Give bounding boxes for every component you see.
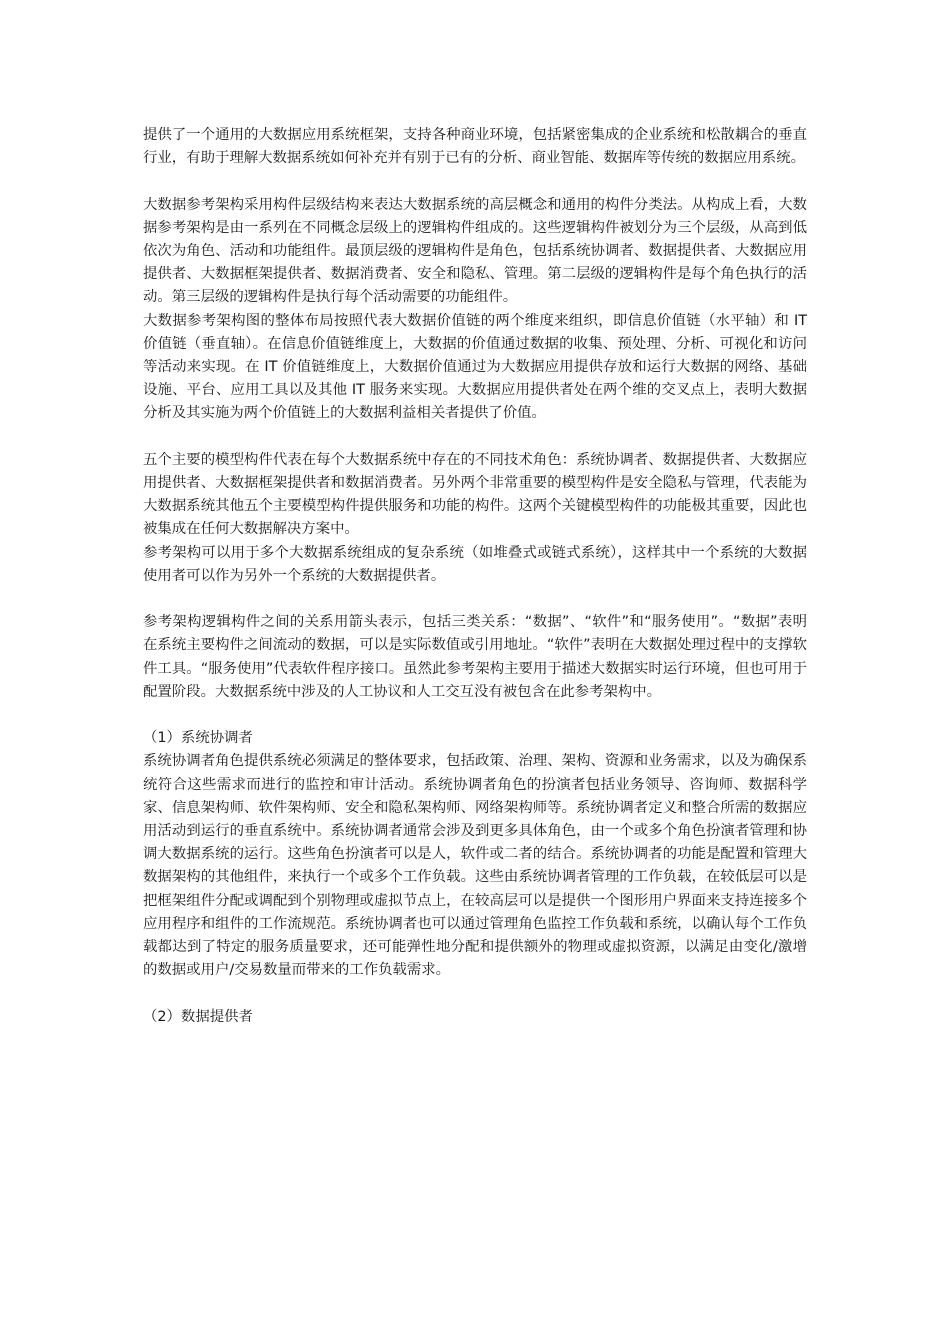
paragraph-gap	[143, 170, 807, 193]
paragraph-component-hierarchy: 大数据参考架构采用构件层级结构来表达大数据系统的高层概念和通用的构件分类法。从构成上看，大数据参考架构是由一系列在不同概念层级上的逻辑构件组成的。这些逻辑构件被划分为三个层级，从高到低依次为角色、活动和功能组件。最顶层级的逻辑构件是角色，包括系统协调者、数据提供者、大数据应用提供者、大数据框架提供者、数据消费者、安全和隐私、管理。第二层级的逻辑构件是每个角色执行的活动。第三层级的逻辑构件是执行每个活动需要的功能组件。	[143, 196, 807, 306]
paragraph-gap	[143, 982, 807, 1005]
paragraph-composite-systems: 参考架构可以用于多个大数据系统组成的复杂系统（如堆叠式或链式系统），这样其中一个系统的大数据使用者可以作为另外一个系统的大数据提供者。	[143, 544, 807, 584]
paragraph-value-chain: 大数据参考架构图的整体布局按照代表大数据价值链的两个维度来组织，即信息价值链（水平轴）和 IT 价值链（垂直轴）。在信息价值链维度上，大数据的价值通过数据的收集、预处理、分析、可视化和访问等活动来实现。在 IT 价值链维度上，大数据价值通过为大数据应用提供存放和运行大数据的网络、基础设施、平台、应用工具以及其他 IT 服务来实现。大数据应用提供者处在两个维的交叉点上，表明大数据分析及其实施为两个价值链上的大数据利益相关者提供了价值。	[143, 312, 807, 422]
paragraph-gap	[143, 588, 807, 611]
paragraph-gap	[143, 426, 807, 449]
section-heading-system-orchestrator: （1）系统协调者	[143, 730, 253, 747]
paragraph-relationships: 参考架构逻辑构件之间的关系用箭头表示，包括三类关系：“数据”、“软件”和“服务使用”。“数据”表明在系统主要构件之间流动的数据，可以是实际数值或引用地址。“软件”表明在大数据处理过程中的支撑软件工具。“服务使用”代表软件程序接口。虽然此参考架构主要用于描述大数据实时运行环境，但也可用于配置阶段。大数据系统中涉及的人工协议和人工交互没有被包含在此参考架构中。	[143, 614, 807, 700]
paragraph-framework-intro: 提供了一个通用的大数据应用系统框架，支持各种商业环境，包括紧密集成的企业系统和松散耦合的垂直行业，有助于理解大数据系统如何补充并有别于已有的分析、商业智能、数据库等传统的数据应用系统。	[143, 127, 807, 167]
paragraph-system-orchestrator: 系统协调者角色提供系统必须满足的整体要求，包括政策、治理、架构、资源和业务需求，以及为确保系统符合这些需求而进行的监控和审计活动。系统协调者角色的扮演者包括业务领导、咨询师、数据科学家、信息架构师、软件架构师、安全和隐私架构师、网络架构师等。系统协调者定义和整合所需的数据应用活动到运行的垂直系统中。系统协调者通常会涉及到更多具体角色，由一个或多个角色扮演者管理和协调大数据系统的运行。这些角色扮演者可以是人，软件或二者的结合。系统协调者的功能是配置和管理大数据架构的其他组件，来执行一个或多个工作负载。这些由系统协调者管理的工作负载，在较低层可以是把框架组件分配或调配到个别物理或虚拟节点上，在较高层可以是提供一个图形用户界面来支持连接多个应用程序和组件的工作流规范。系统协调者也可以通过管理角色监控工作负载和系统，以确认每个工作负载都达到了特定的服务质量要求，还可能弹性地分配和提供额外的物理或虚拟资源，以满足由变化/激增的数据或用户/交易数量而带来的工作负载需求。	[143, 753, 807, 979]
document-body	[143, 124, 807, 1029]
paragraph-five-roles: 五个主要的模型构件代表在每个大数据系统中存在的不同技术角色：系统协调者、数据提供者、大数据应用提供者、大数据框架提供者和数据消费者。另外两个非常重要的模型构件是安全隐私与管理，代表能为大数据系统其他五个主要模型构件提供服务和功能的构件。这两个关键模型构件的功能极其重要，因此也被集成在任何大数据解决方案中。	[143, 451, 807, 538]
section-heading-data-provider: （2）数据提供者	[143, 1008, 253, 1025]
paragraph-gap	[143, 704, 807, 727]
